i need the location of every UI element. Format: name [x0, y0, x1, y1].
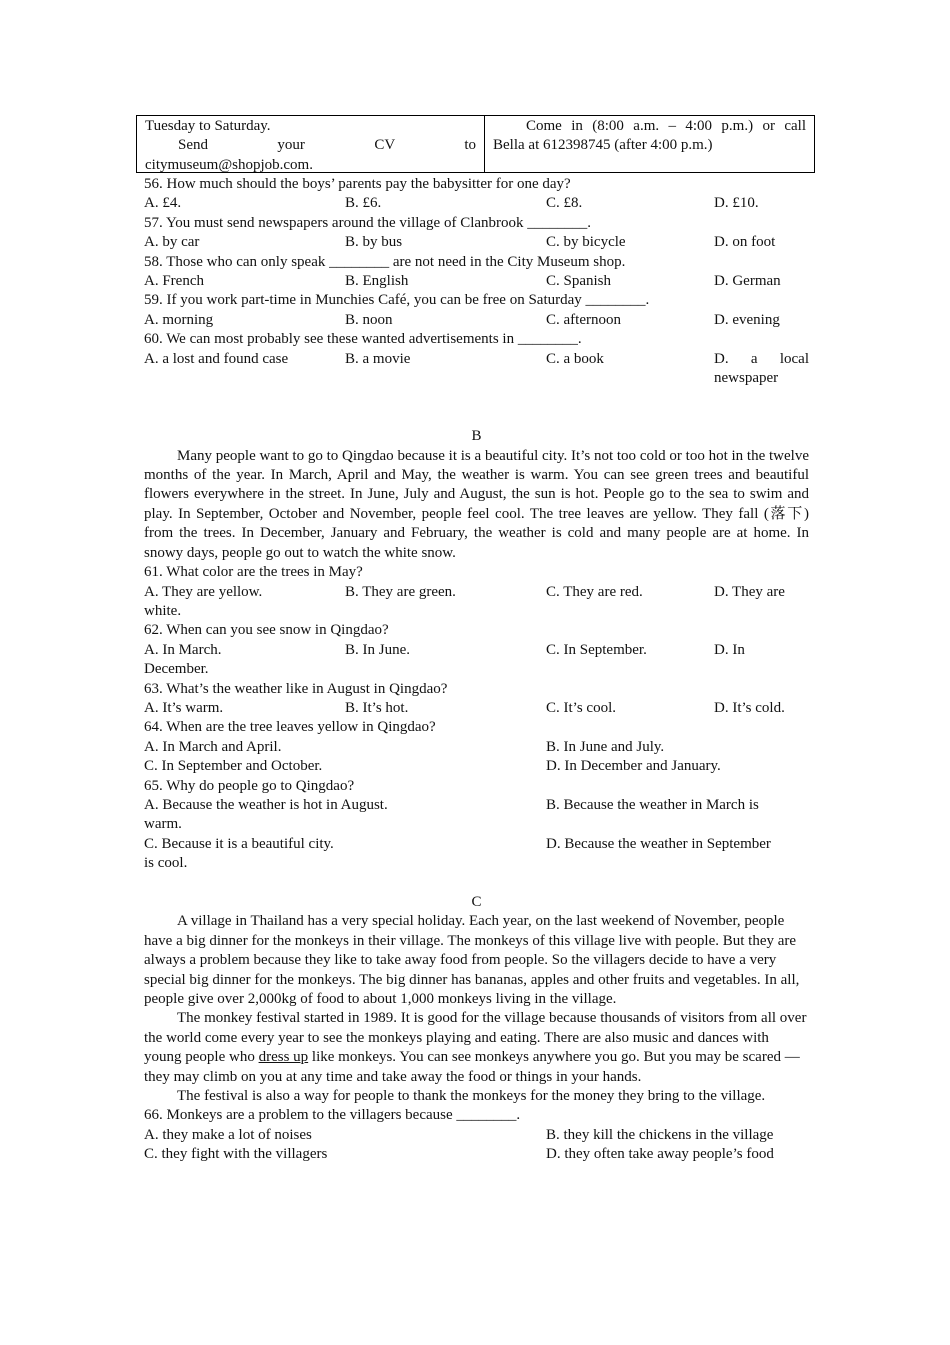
options-61 — [144, 583, 809, 602]
options-59 — [144, 311, 809, 330]
option-a: A. Because the weather is hot in August. — [144, 796, 388, 813]
option-c: C. they fight with the villagers — [144, 1146, 328, 1163]
option-d: D. German — [714, 273, 781, 290]
option-d: D. evening — [714, 311, 780, 328]
option-d: D. In — [714, 641, 745, 658]
options-56 — [144, 194, 809, 213]
option-c: C. by bicycle — [546, 234, 626, 251]
underlined-phrase: dress up — [258, 1049, 309, 1066]
options-64-row1 — [144, 738, 809, 757]
options-57 — [144, 233, 809, 252]
option-b: B. noon — [345, 311, 393, 328]
option-d-wrap: is cool. — [144, 855, 188, 872]
option-a: A. £4. — [144, 195, 182, 212]
option-b: B. They are green. — [345, 583, 456, 600]
option-c: C. a book — [546, 350, 604, 367]
option-a: A. by car — [144, 234, 200, 251]
option-b: B. by bus — [345, 234, 403, 251]
option-d: D. They are — [714, 583, 785, 600]
option-d-wrap: December. — [144, 661, 209, 678]
option-c: C. afternoon — [546, 311, 621, 328]
section-c-title: C — [471, 893, 482, 910]
option-b: B. they kill the chickens in the village — [546, 1126, 774, 1143]
option-c: C. Because it is a beautiful city. — [144, 835, 334, 852]
ad-right-cell — [485, 116, 814, 172]
option-d: D. In December and January. — [546, 758, 721, 775]
option-c: C. In September and October. — [144, 758, 323, 775]
options-66-row1 — [144, 1126, 809, 1145]
option-d: D. a local newspaper — [714, 350, 809, 387]
option-d: D. they often take away people’s food — [546, 1146, 774, 1163]
option-a: A. morning — [144, 311, 214, 328]
spacer — [144, 388, 809, 407]
ad-left-line: Tuesday to Saturday. — [145, 118, 271, 134]
option-b: B. £6. — [345, 195, 382, 212]
options-60 — [144, 350, 809, 389]
section-c-paragraph-1: A village in Thailand has a very special holiday. Each year, on the last weekend of November, people have a big dinner for the monkeys in their village. The monkeys of this village live with people. But they are always a problem because they like to take away food from people. So the villagers decide to have a very special big dinner for the monkeys. The big dinner has bananas, apples and other fruits and vegetables. In all, people give over 2,000kg of food to about 1,000 monkeys living in the village. — [144, 913, 800, 1008]
options-65-row2 — [144, 835, 809, 854]
document-body — [144, 175, 809, 1165]
ad-left-cell — [137, 116, 485, 172]
option-b: B. Because the weather in March is — [546, 796, 759, 813]
question-64: 64. When are the tree leaves yellow in Qingdao? — [144, 719, 436, 736]
section-c-paragraph-2 — [144, 1009, 809, 1087]
option-d: D. Because the weather in September — [546, 835, 771, 852]
question-58: 58. Those who can only speak ________ are not need in the City Museum shop. — [144, 253, 626, 270]
options-62 — [144, 641, 809, 660]
question-57: 57. You must send newspapers around the village of Clanbrook ________. — [144, 214, 592, 231]
option-d: D. on foot — [714, 234, 776, 251]
option-c: C. They are red. — [546, 583, 643, 600]
option-b-wrap: warm. — [144, 816, 182, 833]
question-62: 62. When can you see snow in Qingdao? — [144, 622, 389, 639]
option-d-wrap: white. — [144, 602, 182, 619]
option-a: A. In March and April. — [144, 738, 282, 755]
option-a: A. a lost and found case — [144, 350, 289, 367]
question-65: 65. Why do people go to Qingdao? — [144, 777, 355, 794]
options-63 — [144, 699, 809, 718]
advertisement-table — [136, 115, 815, 173]
options-66-row2 — [144, 1145, 809, 1164]
option-a: A. They are yellow. — [144, 583, 263, 600]
option-c: C. It’s cool. — [546, 699, 616, 716]
option-b: B. English — [345, 273, 409, 290]
ad-right-line: Come in (8:00 a.m. – 4:00 p.m.) or call — [526, 118, 806, 134]
option-b: B. a movie — [345, 350, 411, 367]
option-c: C. £8. — [546, 195, 583, 212]
option-b: B. In June and July. — [546, 738, 665, 755]
paragraph-text: like monkeys. You can see monkeys anywhere you go. But you may be scared — they may climb on you at any time and take away the food or things in your hands. — [144, 1049, 800, 1085]
option-a: A. French — [144, 273, 204, 290]
option-c: C. In September. — [546, 641, 647, 658]
ad-right-line: Bella at 612398745 (after 4:00 p.m.) — [493, 137, 713, 154]
ad-left-line: citymuseum@shopjob.com. — [145, 156, 313, 173]
option-a: A. In March. — [144, 641, 222, 658]
option-b: B. It’s hot. — [345, 699, 409, 716]
section-b-title: B — [471, 428, 482, 445]
spacer — [144, 874, 809, 893]
options-64-row2 — [144, 757, 809, 776]
option-d: D. £10. — [714, 195, 759, 212]
section-c-paragraph-3: The festival is also a way for people to thank the monkeys for the money they bring to the village. — [177, 1088, 766, 1105]
question-61: 61. What color are the trees in May? — [144, 564, 363, 581]
question-59: 59. If you work part-time in Munchies Café, you can be free on Saturday ________. — [144, 292, 650, 309]
option-b: B. In June. — [345, 641, 410, 658]
options-65-row1 — [144, 796, 809, 815]
question-56: 56. How much should the boys’ parents pay the babysitter for one day? — [144, 176, 571, 192]
spacer — [144, 408, 809, 427]
question-66: 66. Monkeys are a problem to the villagers because ________. — [144, 1107, 521, 1124]
option-c: C. Spanish — [546, 273, 612, 290]
question-63: 63. What’s the weather like in August in Qingdao? — [144, 680, 448, 697]
option-d: D. It’s cold. — [714, 699, 785, 716]
option-a: A. they make a lot of noises — [144, 1126, 312, 1143]
paragraph-text: The monkey festival started in 1989. It is good for the village because thousands of visitors from all over the world come every year to see the monkeys playing and eating. There are also music and dances with young people who — [144, 1010, 807, 1066]
options-58 — [144, 272, 809, 291]
option-a: A. It’s warm. — [144, 699, 224, 716]
question-60: 60. We can most probably see these wanted advertisements in ________. — [144, 331, 582, 348]
ad-left-line: Send your CV to — [178, 137, 476, 154]
section-b-passage: Many people want to go to Qingdao because it is a beautiful city. It’s not too cold or too hot in the twelve months of the year. In March, April and May, the weather is warm. You can see green trees and beautiful flowers everywhere in the street. In June, July and August, the sun is hot. People go to the sea to swim and play. In September, October and November, people feel cool. The tree leaves are yellow. They fall (落下) from the trees. In December, January and February, the weather is cold and many people are at home. In snowy days, people go out to watch the white snow. — [144, 447, 809, 561]
